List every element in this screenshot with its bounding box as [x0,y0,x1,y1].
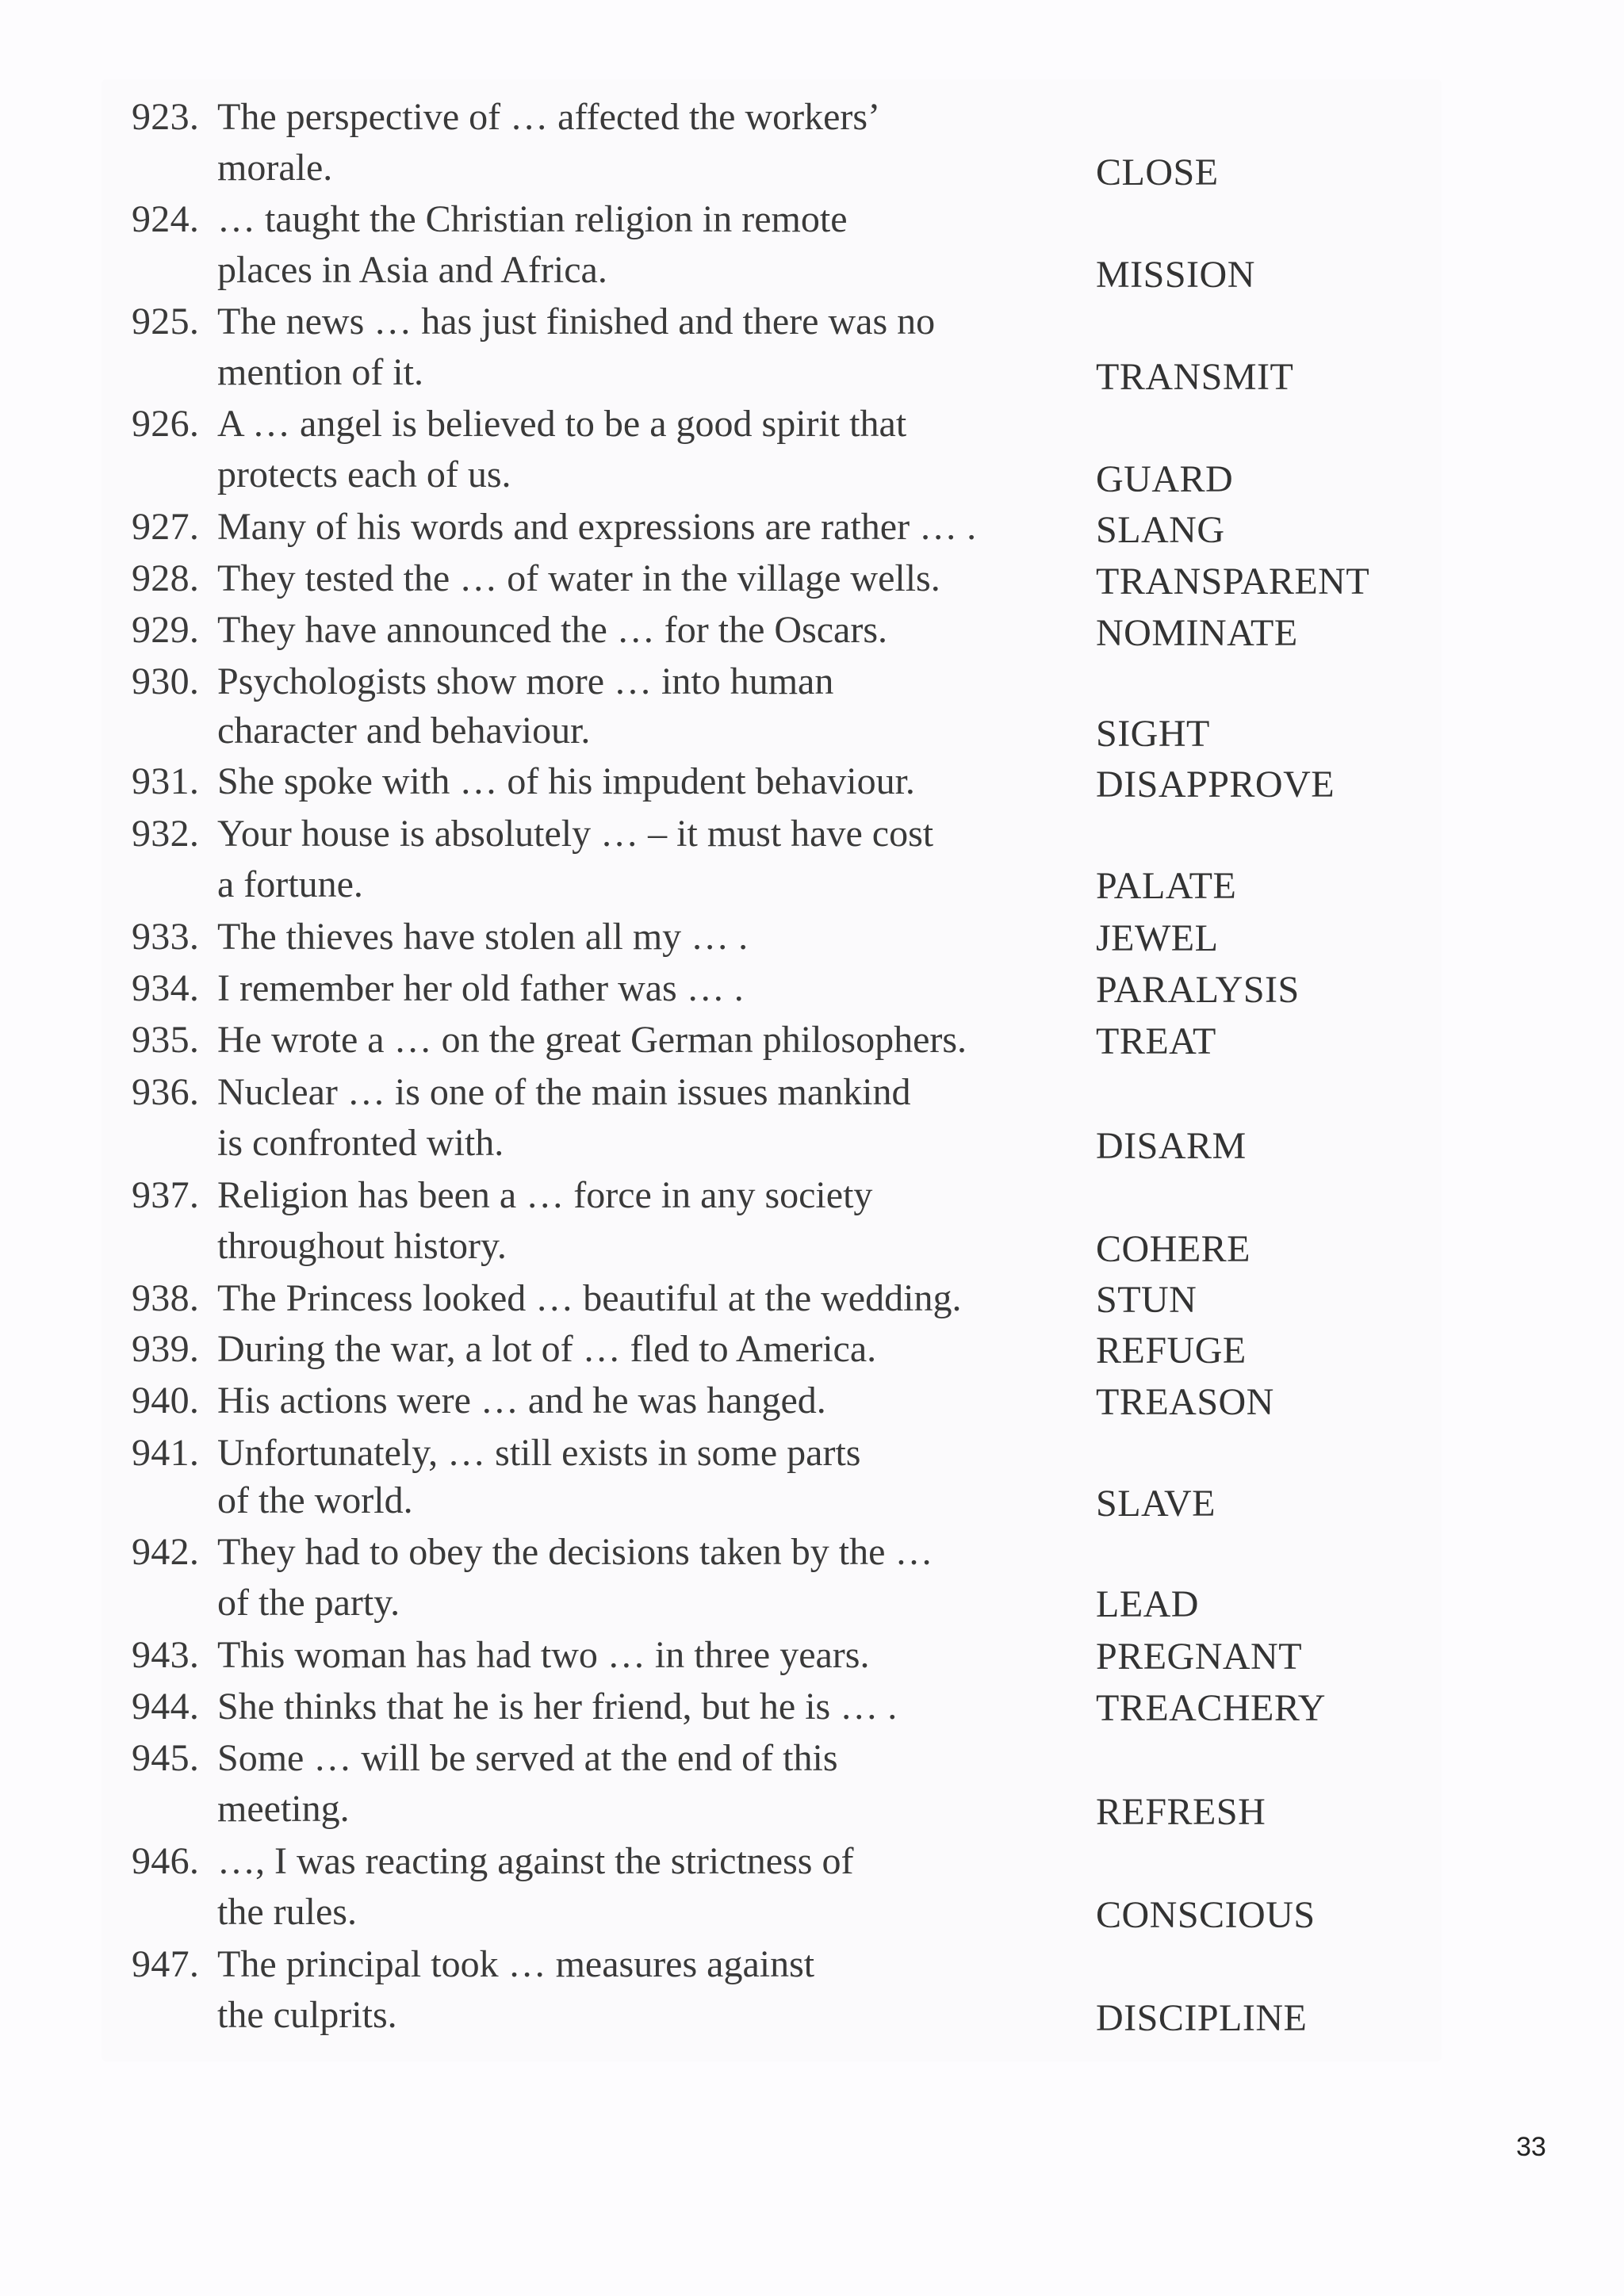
base-word: PALATE [1096,865,1237,907]
sentence-line-1: Many of his words and expressions are rather … . [217,506,977,548]
sentence-line-1: The perspective of … affected the workers’ [217,96,881,138]
sentence-line-1: A … angel is believed to be a good spirit that [217,403,907,445]
sentence-line-1: The thieves have stolen all my … . [217,916,749,958]
sentence-line-1: The principal took … measures against [217,1943,815,1985]
item-number: 931. [132,760,200,802]
base-word: COHERE [1096,1228,1251,1270]
sentence-line-1: Unfortunately, … still exists in some parts [217,1432,861,1474]
sentence-line-1: Psychologists show more … into human [217,660,834,702]
base-word: PREGNANT [1096,1636,1303,1678]
base-word: TREACHERY [1096,1687,1326,1729]
base-word: TREASON [1096,1381,1274,1423]
sentence-line-1: During the war, a lot of … fled to America. [217,1328,877,1370]
sentence-line-2: meeting. [217,1788,350,1830]
item-number: 943. [132,1634,200,1676]
base-word: STUN [1096,1279,1197,1321]
sentence-line-2: a fortune. [217,863,363,905]
base-word: SIGHT [1096,713,1210,755]
sentence-line-1: Nuclear … is one of the main issues mankind [217,1071,911,1113]
sentence-line-1: Some … will be served at the end of this [217,1737,838,1779]
sentence-line-2: throughout history. [217,1225,507,1267]
sentence-line-1: They tested the … of water in the village wells. [217,557,940,599]
item-number: 945. [132,1737,200,1779]
sentence-line-2: is confronted with. [217,1122,504,1164]
item-number: 939. [132,1328,200,1370]
item-number: 942. [132,1531,200,1573]
base-word: MISSION [1096,254,1255,296]
base-word: DISAPPROVE [1096,763,1335,806]
sentence-line-1: She thinks that he is her friend, but he is … . [217,1686,898,1728]
sentence-line-1: They had to obey the decisions taken by the … [217,1531,933,1573]
item-number: 930. [132,660,200,702]
base-word: GUARD [1096,458,1234,500]
sentence-line-1: The news … has just finished and there was no [217,300,936,342]
sentence-line-1: Religion has been a … force in any society [217,1174,873,1216]
item-number: 929. [132,609,200,651]
sentence-line-2: mention of it. [217,351,423,393]
sentence-line-1: …, I was reacting against the strictness of [217,1840,854,1882]
sentence-line-2: of the world. [217,1479,413,1521]
sentence-line-1: They have announced the … for the Oscars. [217,609,888,651]
item-number: 935. [132,1019,200,1061]
sentence-line-1: The Princess looked … beautiful at the wedding. [217,1277,962,1319]
base-word: LEAD [1096,1583,1199,1625]
sentence-line-1: He wrote a … on the great German philosophers. [217,1019,967,1061]
base-word: REFRESH [1096,1791,1266,1833]
base-word: TRANSPARENT [1096,561,1370,603]
sentence-line-2: the culprits. [217,1994,397,2036]
base-word: DISARM [1096,1125,1247,1167]
sentence-line-2: morale. [217,147,333,189]
base-word: REFUGE [1096,1330,1247,1372]
item-number: 926. [132,403,200,445]
sentence-line-1: This woman has had two … in three years. [217,1634,870,1676]
base-word: TRANSMIT [1096,356,1294,398]
sentence-line-1: His actions were … and he was hanged. [217,1380,826,1422]
base-word: NOMINATE [1096,612,1298,654]
base-word: SLANG [1096,509,1225,551]
item-number: 947. [132,1943,200,1985]
item-number: 944. [132,1686,200,1728]
sentence-line-1: … taught the Christian religion in remote [217,198,848,240]
sentence-line-1: Your house is absolutely … – it must have cost [217,813,934,855]
page-number: 33 [1516,2132,1546,2162]
sentence-line-1: I remember her old father was … . [217,967,744,1009]
item-number: 933. [132,916,200,958]
item-number: 925. [132,300,200,342]
base-word: JEWEL [1096,917,1219,959]
sentence-line-2: the rules. [217,1891,357,1933]
base-word: DISCIPLINE [1096,1997,1308,2039]
item-number: 936. [132,1071,200,1113]
base-word: CONSCIOUS [1096,1894,1316,1936]
item-number: 941. [132,1432,200,1474]
base-word: SLAVE [1096,1483,1216,1525]
base-word: TREAT [1096,1020,1216,1062]
sentence-line-2: protects each of us. [217,453,511,496]
item-number: 946. [132,1840,200,1882]
sentence-line-2: of the party. [217,1582,400,1624]
sentence-line-1: She spoke with … of his impudent behaviour. [217,760,915,802]
item-number: 940. [132,1380,200,1422]
item-number: 937. [132,1174,200,1216]
base-word: PARALYSIS [1096,969,1300,1011]
base-word: CLOSE [1096,151,1219,193]
item-number: 938. [132,1277,200,1319]
item-number: 923. [132,96,200,138]
sentence-line-2: places in Asia and Africa. [217,249,607,291]
sentence-line-2: character and behaviour. [217,710,591,752]
item-number: 927. [132,506,200,548]
item-number: 932. [132,813,200,855]
item-number: 934. [132,967,200,1009]
item-number: 924. [132,198,200,240]
item-number: 928. [132,557,200,599]
